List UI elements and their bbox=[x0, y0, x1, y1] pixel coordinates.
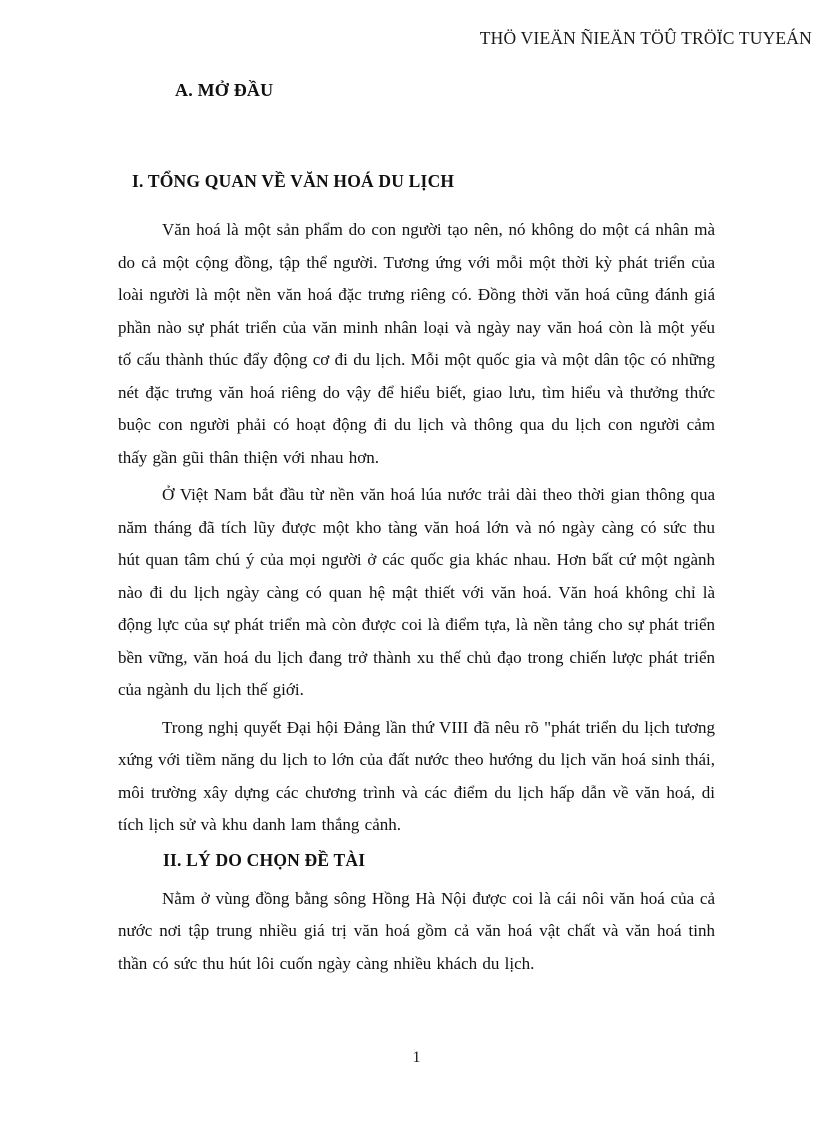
section-heading-tong-quan: I. TỔNG QUAN VỀ VĂN HOÁ DU LỊCH bbox=[132, 171, 455, 191]
paragraph: Trong nghị quyết Đại hội Đảng lần thứ VIII đã nêu rõ "phát triển du lịch tương xứng với tiềm năng du lịch to lớn của đất nước theo hướng du lịch văn hoá sinh thái, môi trường xây dựng các chương trình và các điểm du lịch hấp dẫn về văn hoá, di tích lịch sử và khu danh lam thắng cảnh. bbox=[118, 717, 715, 834]
page-footer bbox=[118, 1049, 715, 1067]
document-body bbox=[118, 171, 715, 980]
section-heading-ly-do-chon-de-tai: II. LÝ DO CHỌN ĐỀ TÀI bbox=[163, 849, 366, 870]
paragraph: Văn hoá là một sản phẩm do con người tạo nên, nó không do một cá nhân mà do cả một cộng đồng, tập thể người. Tương ứng với mỗi một thời kỳ phát triển của loài người là một nền văn hoá đặc trưng riêng có. Đồng thời văn hoá cũng đánh giá phần nào sự phát triển của văn minh nhân loại và ngày nay văn hoá còn là một yếu tố cấu thành thúc đẩy động cơ đi du lịch. Mỗi một quốc gia và một dân tộc có những nét đặc trưng văn hoá riêng do vậy để hiểu biết, giao lưu, tìm hiểu và thưởng thức buộc con người phải có hoạt động đi du lịch và thông qua du lịch con người cảm thấy gần gũi thân thiện với nhau hơn. bbox=[118, 220, 715, 467]
document-title: A. MỞ ĐẦU bbox=[175, 80, 274, 100]
paragraph: Nằm ở vùng đồng bằng sông Hồng Hà Nội được coi là cái nôi văn hoá của cả nước nơi tập trung nhiều giá trị văn hoá gồm cả văn hoá vật chất và văn hoá tinh thần có sức thu hút lôi cuốn ngày càng nhiều khách du lịch. bbox=[118, 888, 715, 973]
header-watermark-text: THÖ VIEÄN ÑIEÄN TÖÛ TRÖÏC TUYEÁN bbox=[479, 28, 812, 48]
paragraph: Ở Việt Nam bắt đầu từ nền văn hoá lúa nước trải dài theo thời gian thông qua năm tháng đã tích lũy được một kho tàng văn hoá lớn và nó ngày càng có sức thu hút quan tâm chú ý của mọi người ở các quốc gia khác nhau. Hơn bất cứ một ngành nào đi du lịch ngày càng có quan hệ mật thiết với văn hoá. Văn hoá không chỉ là động lực của sự phát triển mà còn được coi là điểm tựa, là nền tảng cho sự phát triển bền vững, văn hoá du lịch đang trở thành xu thế chủ đạo trong chiến lược phát triển của ngành du lịch thế giới. bbox=[118, 485, 715, 699]
page-header bbox=[0, 0, 816, 49]
page-number: 1 bbox=[412, 1049, 421, 1066]
